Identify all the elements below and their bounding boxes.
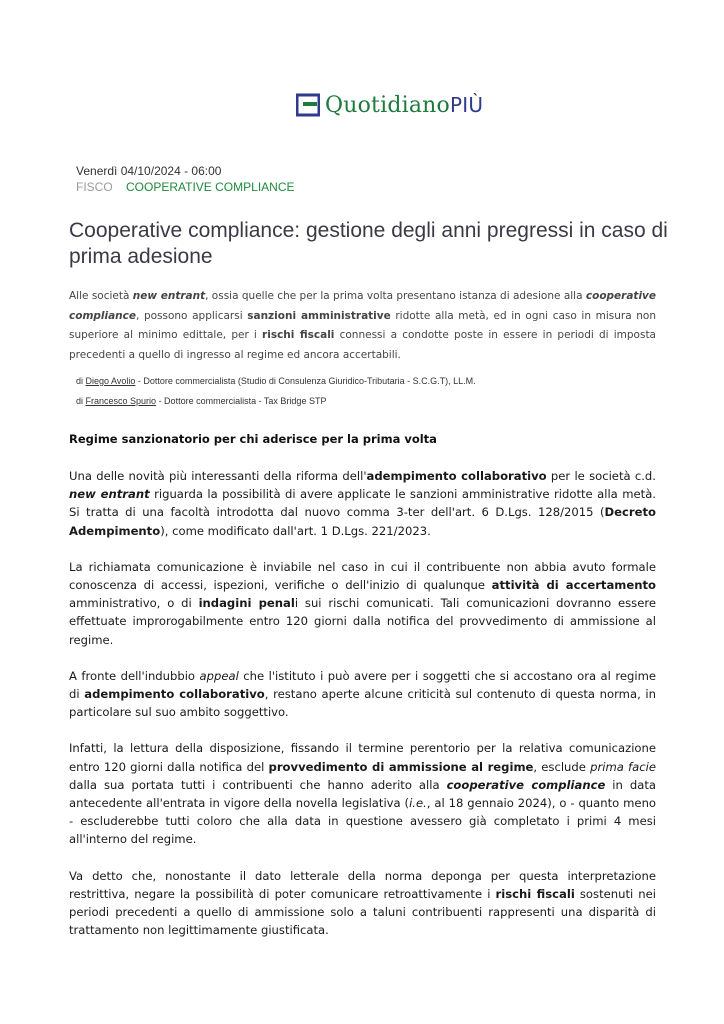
body-paragraph: Infatti, la lettura della disposizione, fissando il termine perentorio per la relativa comunicazione entro 120 giorni dalla notifica del provvedimento di ammissione al regime, esclude prima facie dalla sua portata tutti i contribuenti che hanno aderito alla cooperative compliance in data antecedente all'entrata in vigore della novella legislativa (i.e., al 18 gennaio 2024), o - quanto meno - escluderebbe tutti coloro che alla data in questione avessero già completato i primi 4 mesi all'interno del regime. [69, 741, 657, 847]
article-date: Venerdì 04/10/2024 - 06:00 [76, 164, 222, 178]
author-list [76, 374, 476, 414]
author-line: di Diego Avolio - Dottore commercialista (Studio di Consulenza Giuridico-Tributaria - S.C.G.T), LL.M. [76, 376, 476, 386]
category-link[interactable]: FISCO [76, 180, 113, 194]
section-heading: Regime sanzionatorio per chi aderisce per la prima volta [69, 432, 437, 446]
author-name-link[interactable]: Francesco Spurio [85, 396, 157, 406]
article-abstract: Alle società new entrant, ossia quelle che per la prima volta presentano istanza di adesione alla cooperative compliance, possono applicarsi sanzioni amministrative ridotte alla metà, ed in ogni caso in misura non superiore al minimo edittale, per i rischi fiscali connessi a condotte poste in essere in periodi di imposta precedenti a quello di ingresso al regime ed ancora accertabili. [69, 290, 657, 361]
body-paragraph: Una delle novità più interessanti della riforma dell'adempimento collaborativo per le società c.d. new entrant riguarda la possibilità di avere applicate le sanzioni amministrative ridotte alla metà. Si tratta di una facoltà introdotta dal nuovo comma 3-ter dell'art. 6 D.Lgs. 128/2015 (Decreto Adempimento), come modificato dall'art. 1 D.Lgs. 221/2023. [69, 469, 656, 538]
article-body [69, 467, 656, 957]
body-paragraph: Va detto che, nonostante il dato letterale della norma deponga per questa interpretazione restrittiva, negare la possibilità di poter comunicare retroattivamente i rischi fiscali sostenuti nei periodi precedenti a quello di ammissione solo a taluni contribuenti rappresenti una disparità di trattamento non legittimamente giustificata. [69, 868, 657, 938]
body-paragraph: La richiamata comunicazione è inviabile nel caso in cui il contribuente non abbia avuto formale conoscenza di accessi, ispezioni, verifiche o dell'inizio di qualunque attività di accertamento amministrativo, o di indagini penali sui rischi comunicati. Tali comunicazioni dovranno essere effettuate improrogabilmente entro 120 giorni dalla notifica del provvedimento di ammissione al regime. [69, 559, 656, 647]
article-categories [76, 180, 295, 194]
body-paragraph: A fronte dell'indubbio appeal che l'istituto i può avere per i soggetti che si accostano ora al regime di adempimento collaborativo, restano aperte alcune criticità sul contenuto di questa norma, in particolare sul suo ambito soggettivo. [69, 668, 656, 720]
logo-mark-icon [296, 93, 320, 117]
article-title: Cooperative compliance: gestione degli anni pregressi in caso di prima adesione [69, 219, 668, 268]
brand-logo [296, 90, 483, 120]
logo-text: QuotidianoPIÙ [325, 92, 484, 118]
subcategory-link[interactable]: COOPERATIVE COMPLIANCE [126, 180, 295, 194]
author-line: di Francesco Spurio - Dottore commercialista - Tax Bridge STP [76, 396, 327, 406]
author-name-link[interactable]: Diego Avolio [85, 376, 136, 386]
